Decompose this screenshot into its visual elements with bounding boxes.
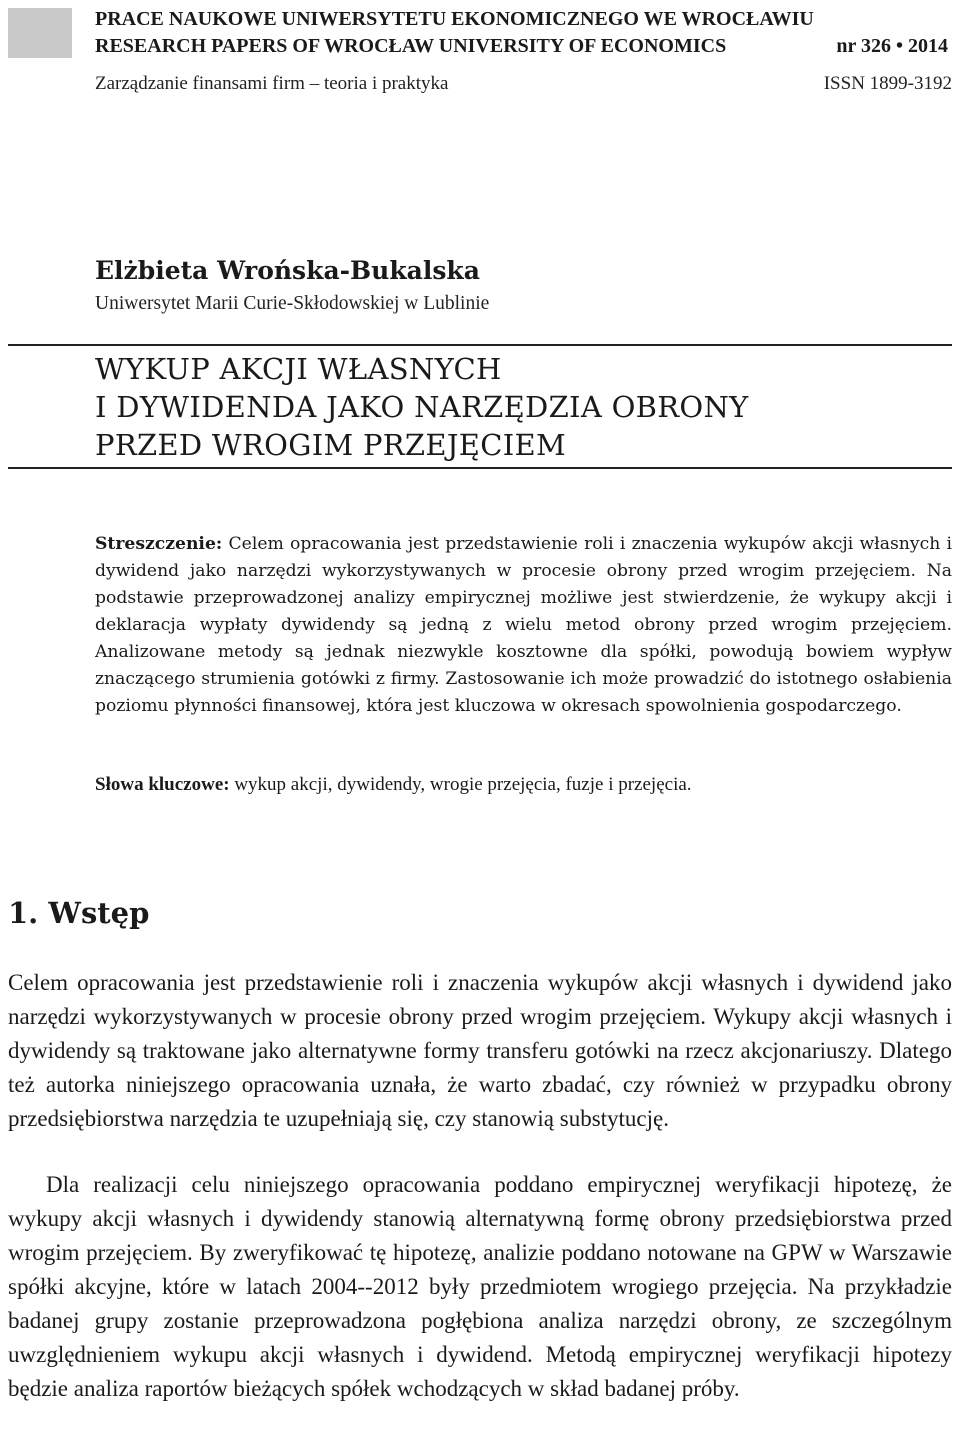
keywords-label: Słowa kluczowe:	[95, 774, 230, 795]
series-title-pl: PRACE NAUKOWE UNIWERSYTETU EKONOMICZNEGO WE WROCŁAWIU	[95, 8, 814, 30]
section-heading: 1. Wstęp	[8, 896, 150, 930]
article-title-line: PRZED WROGIM PRZEJĘCIEM	[95, 428, 566, 462]
article-title	[95, 350, 749, 464]
keywords	[95, 774, 952, 796]
keywords-text: wykup akcji, dywidendy, wrogie przejęcia, fuzje i przejęcia.	[234, 774, 692, 795]
abstract-text: Celem opracowania jest przedstawienie roli i znaczenia wykupów akcji własnych i dywidend jako narzędzi wykorzystywanych w procesie obrony przed wrogim przejęciem. Na podstawie przeprowadzonej analizy empirycznej możliwe jest stwierdzenie, że wykupy akcji i deklaracja wypłaty dywidendy są jedną z wielu metod obrony przed wrogim przejęciem. Analizowane metody są jednak niezwykle kosztowne dla spółki, powodują bowiem wypływ znaczącego strumienia gotówki z firmy. Zastosowanie ich może prowadzić do istotnego osłabienia poziomu płynności finansowej, która jest kluczowa w okresach spowolnienia gospodarczego.	[95, 534, 953, 716]
abstract-label: Streszczenie:	[95, 534, 223, 554]
body-paragraph: Dla realizacji celu niniejszego opracowania poddano empirycznej weryfikacji hipotezę, że wykupy akcji własnych i dywidendy stanowią alternatywną formę obrony przedsiębiorstwa przed wrogim przejęciem. By zweryfikować tę hipotezę, analizie poddano notowane na GPW w Warszawie spółki akcyjne, które w latach 2004--2012 były przedmiotem wrogiego przejęcia. Na przykładzie badanej grupy zostanie przeprowadzona pogłębiona analiza narzędzi obrony, ze szczególnym uwzględnieniem wykupu akcji własnych i dywidend. Metodą empirycznej weryfikacji hipotezy będzie analiza raportów bieżących spółek wchodzących w skład badanej próby.	[8, 1172, 952, 1401]
article-title-line: I DYWIDENDA JAKO NARZĘDZIA OBRONY	[95, 390, 749, 424]
author-name: Elżbieta Wrońska-Bukalska	[95, 256, 480, 285]
title-rule-top	[8, 344, 952, 346]
author-affiliation: Uniwersytet Marii Curie-Skłodowskiej w Lublinie	[95, 293, 490, 314]
issn: ISSN 1899-3192	[823, 73, 952, 94]
journal-logo-block	[8, 8, 72, 58]
journal-subtitle: Zarządzanie finansami firm – teoria i praktyka	[95, 73, 449, 94]
title-rule-bottom	[8, 467, 952, 469]
issue-number: nr 326 • 2014	[836, 35, 948, 57]
series-title-en-row	[95, 33, 948, 59]
article-title-line: WYKUP AKCJI WŁASNYCH	[95, 352, 502, 386]
body-paragraph: Celem opracowania jest przedstawienie roli i znaczenia wykupów akcji własnych i dywidend jako narzędzi wykorzystywanych w procesie obrony przed wrogim przejęciem. Wykupy akcji własnych i dywidendy są traktowane jako alternatywne formy transferu gotówki na rzecz akcjonariuszy. Dlatego też autorka niniejszego opracowania uznała, że warto zbadać, czy również w przypadku obrony przedsiębiorstwa narzędzia te uzupełniają się, czy stanowią substytucję.	[8, 970, 952, 1131]
journal-subtitle-row	[95, 73, 952, 95]
series-title-en: RESEARCH PAPERS OF WROCŁAW UNIVERSITY OF ECONOMICS	[95, 35, 727, 57]
abstract	[95, 531, 952, 720]
